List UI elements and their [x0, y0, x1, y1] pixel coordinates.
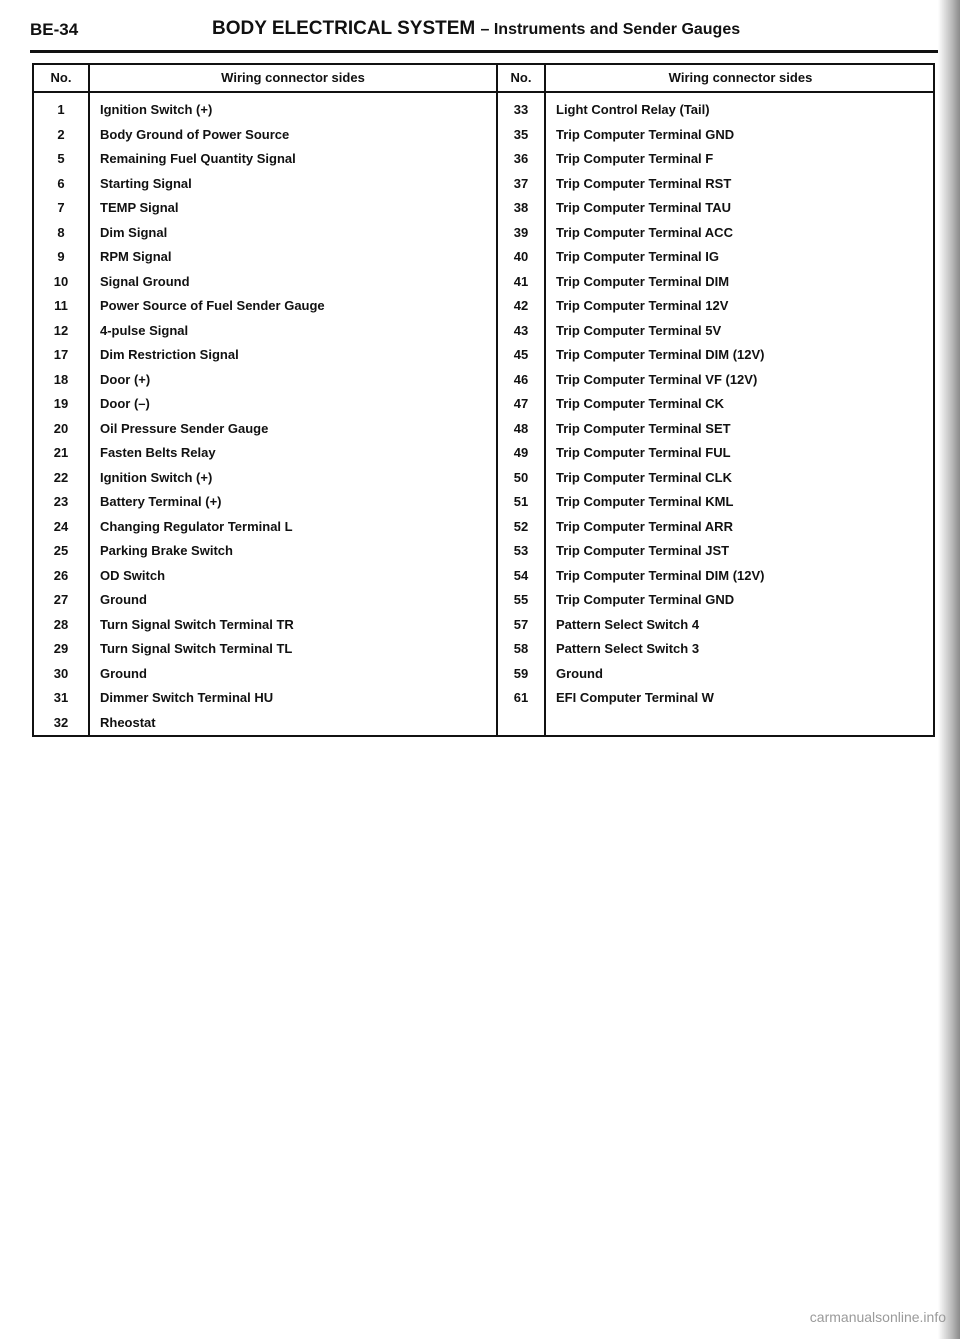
row-number: 57: [513, 616, 529, 632]
table-row: [34, 197, 496, 222]
row-description: Light Control Relay (Tail): [556, 102, 710, 117]
row-description: Ground: [100, 592, 147, 607]
title-main: BODY ELECTRICAL SYSTEM: [212, 18, 476, 39]
row-number: 24: [53, 518, 69, 534]
table-row: [498, 246, 935, 271]
row-number: 31: [53, 690, 69, 705]
row-description: Trip Computer Terminal VF (12V): [556, 371, 758, 387]
table-row: [34, 712, 496, 737]
row-description: Rheostat: [100, 714, 156, 730]
row-number: 33: [513, 102, 529, 117]
row-description: Ignition Switch (+): [100, 469, 213, 485]
table-row: [498, 516, 935, 541]
row-description: Trip Computer Terminal CLK: [556, 469, 732, 485]
row-number: 52: [513, 518, 529, 534]
row-number: 43: [513, 322, 529, 338]
row-number: 12: [53, 322, 69, 338]
watermark: carmanualsonline.info: [809, 1309, 946, 1325]
row-number: 41: [513, 273, 529, 289]
row-description: Pattern Select Switch 3: [556, 641, 700, 656]
table-row: [34, 467, 496, 492]
column-header-sides-right: Wiring connector sides: [668, 70, 813, 85]
column-header-sides-left: Wiring connector sides: [221, 70, 365, 85]
row-number: 11: [54, 298, 68, 313]
row-description: 4-pulse Signal: [100, 322, 189, 338]
row-description: Ground: [100, 665, 147, 681]
row-description: Pattern Select Switch 4: [556, 616, 700, 632]
row-number: 22: [53, 469, 69, 485]
row-number: 29: [53, 641, 69, 656]
table-row: [498, 197, 935, 222]
header-divider: [34, 91, 933, 93]
table-row: [34, 344, 496, 369]
row-number: 46: [513, 371, 529, 387]
row-number: 19: [53, 396, 69, 411]
table-row: [498, 148, 935, 173]
row-number: 9: [57, 249, 65, 264]
row-description: Trip Computer Terminal 12V: [556, 298, 729, 313]
table-row: [34, 418, 496, 443]
row-number: 27: [53, 592, 69, 607]
row-number: 28: [53, 616, 69, 632]
row-description: Trip Computer Terminal 5V: [556, 322, 722, 338]
page-number: BE-34: [30, 20, 79, 39]
table-row: [498, 442, 935, 467]
row-description: Battery Terminal (+): [100, 494, 222, 509]
row-description: Trip Computer Terminal JST: [556, 543, 730, 558]
row-description: Trip Computer Terminal RST: [556, 175, 732, 191]
table-row: [34, 687, 496, 712]
table-row: [34, 369, 496, 394]
table-row: [34, 442, 496, 467]
row-number: 17: [53, 347, 69, 362]
table-row: [498, 369, 935, 394]
row-number: 49: [513, 445, 529, 460]
table-row: [498, 222, 935, 247]
row-description: Door (+): [100, 371, 151, 387]
table-row: [498, 687, 935, 712]
row-number: 5: [57, 151, 65, 166]
row-number: 20: [53, 420, 69, 436]
table-row: [34, 271, 496, 296]
row-number: 38: [513, 200, 529, 215]
row-number: 54: [513, 567, 529, 583]
row-description: Parking Brake Switch: [100, 543, 233, 558]
row-description: Starting Signal: [100, 175, 192, 191]
row-description: Trip Computer Terminal KML: [556, 494, 734, 509]
table-row: [498, 467, 935, 492]
table-row: [498, 393, 935, 418]
row-description: Signal Ground: [100, 273, 190, 289]
row-description: Changing Regulator Terminal L: [100, 518, 293, 534]
table-row: [34, 638, 496, 663]
table-row: [34, 565, 496, 590]
row-number: 18: [53, 371, 69, 387]
page-title: [212, 18, 740, 40]
table-row: [34, 540, 496, 565]
row-description: Turn Signal Switch Terminal TR: [100, 616, 294, 632]
row-description: Ignition Switch (+): [100, 102, 213, 117]
row-description: Turn Signal Switch Terminal TL: [100, 641, 293, 656]
table-row: [34, 99, 496, 124]
row-number: 25: [53, 543, 69, 558]
row-description: TEMP Signal: [100, 200, 179, 215]
row-number: 37: [513, 175, 529, 191]
row-description: Trip Computer Terminal ACC: [556, 224, 733, 240]
page-edge-shadow: [938, 0, 960, 1339]
row-number: 36: [513, 151, 529, 166]
row-number: 40: [513, 249, 529, 264]
table-row: [498, 589, 935, 614]
title-subtitle: – Instruments and Sender Gauges: [480, 21, 741, 38]
row-description: Trip Computer Terminal SET: [556, 420, 731, 436]
page-header: [30, 14, 935, 44]
table-row: [34, 295, 496, 320]
row-number: 32: [53, 714, 69, 730]
table-row: [34, 222, 496, 247]
row-description: Trip Computer Terminal TAU: [556, 200, 732, 215]
table-row: [498, 614, 935, 639]
row-description: Trip Computer Terminal CK: [556, 396, 725, 411]
left-rows: [34, 99, 496, 736]
row-description: Remaining Fuel Quantity Signal: [100, 151, 296, 166]
row-description: Trip Computer Terminal GND: [556, 592, 735, 607]
row-description: Body Ground of Power Source: [100, 126, 290, 142]
table-row: [34, 173, 496, 198]
table-row: [498, 295, 935, 320]
row-description: Trip Computer Terminal DIM: [556, 273, 730, 289]
row-number: 2: [57, 126, 65, 142]
right-rows: [498, 99, 935, 712]
row-number: 42: [513, 298, 529, 313]
table-row: [498, 124, 935, 149]
row-number: 53: [513, 543, 529, 558]
column-header-no-left: No.: [50, 70, 72, 85]
row-number: 21: [53, 445, 69, 460]
table-row: [498, 99, 935, 124]
header-rule: [30, 50, 945, 53]
row-description: Power Source of Fuel Sender Gauge: [100, 298, 325, 313]
row-number: 10: [53, 273, 69, 289]
table-row: [498, 638, 935, 663]
row-description: Ground: [556, 665, 603, 681]
row-description: RPM Signal: [100, 249, 172, 264]
row-number: 50: [513, 469, 529, 485]
row-number: 6: [57, 175, 65, 191]
table-row: [498, 565, 935, 590]
row-description: Trip Computer Terminal FUL: [556, 445, 731, 460]
table-row: [498, 418, 935, 443]
table-row: [498, 271, 935, 296]
row-number: 26: [53, 567, 69, 583]
row-number: 7: [57, 200, 65, 215]
row-number: 55: [513, 592, 529, 607]
row-number: 35: [513, 126, 529, 142]
table-row: [498, 663, 935, 688]
table-row: [498, 540, 935, 565]
row-description: Oil Pressure Sender Gauge: [100, 420, 269, 436]
row-description: Dim Restriction Signal: [100, 347, 239, 362]
row-number: 30: [53, 665, 69, 681]
row-description: Trip Computer Terminal ARR: [556, 518, 733, 534]
row-number: 48: [513, 420, 529, 436]
table-row: [34, 320, 496, 345]
row-description: Dimmer Switch Terminal HU: [100, 690, 274, 705]
row-number: 1: [57, 102, 65, 117]
row-number: 39: [513, 224, 529, 240]
table-row: [498, 320, 935, 345]
row-description: EFI Computer Terminal W: [556, 690, 714, 705]
row-description: Trip Computer Terminal F: [556, 151, 714, 166]
table-row: [34, 148, 496, 173]
table-row: [34, 614, 496, 639]
row-description: Door (–): [100, 396, 150, 411]
table-row: [498, 491, 935, 516]
column-header-no-right: No.: [510, 70, 532, 85]
row-number: 59: [513, 665, 529, 681]
table-row: [498, 173, 935, 198]
row-number: 58: [513, 641, 529, 656]
row-description: Dim Signal: [100, 224, 168, 240]
row-description: Trip Computer Terminal GND: [556, 126, 735, 142]
connector-table: [32, 63, 935, 737]
table-row: [34, 246, 496, 271]
row-description: Fasten Belts Relay: [100, 445, 216, 460]
table-row: [498, 344, 935, 369]
row-description: Trip Computer Terminal IG: [556, 249, 720, 264]
row-number: 61: [513, 690, 529, 705]
table-row: [34, 589, 496, 614]
row-description: Trip Computer Terminal DIM (12V): [556, 347, 765, 362]
row-description: Trip Computer Terminal DIM (12V): [556, 567, 765, 583]
row-number: 23: [53, 494, 69, 509]
table-row: [34, 516, 496, 541]
row-number: 8: [57, 224, 65, 240]
table-row: [34, 124, 496, 149]
row-number: 45: [513, 347, 529, 362]
row-number: 51: [513, 494, 529, 509]
table-row: [34, 663, 496, 688]
row-description: OD Switch: [100, 567, 166, 583]
row-number: 47: [513, 396, 529, 411]
table-row: [34, 491, 496, 516]
table-row: [34, 393, 496, 418]
